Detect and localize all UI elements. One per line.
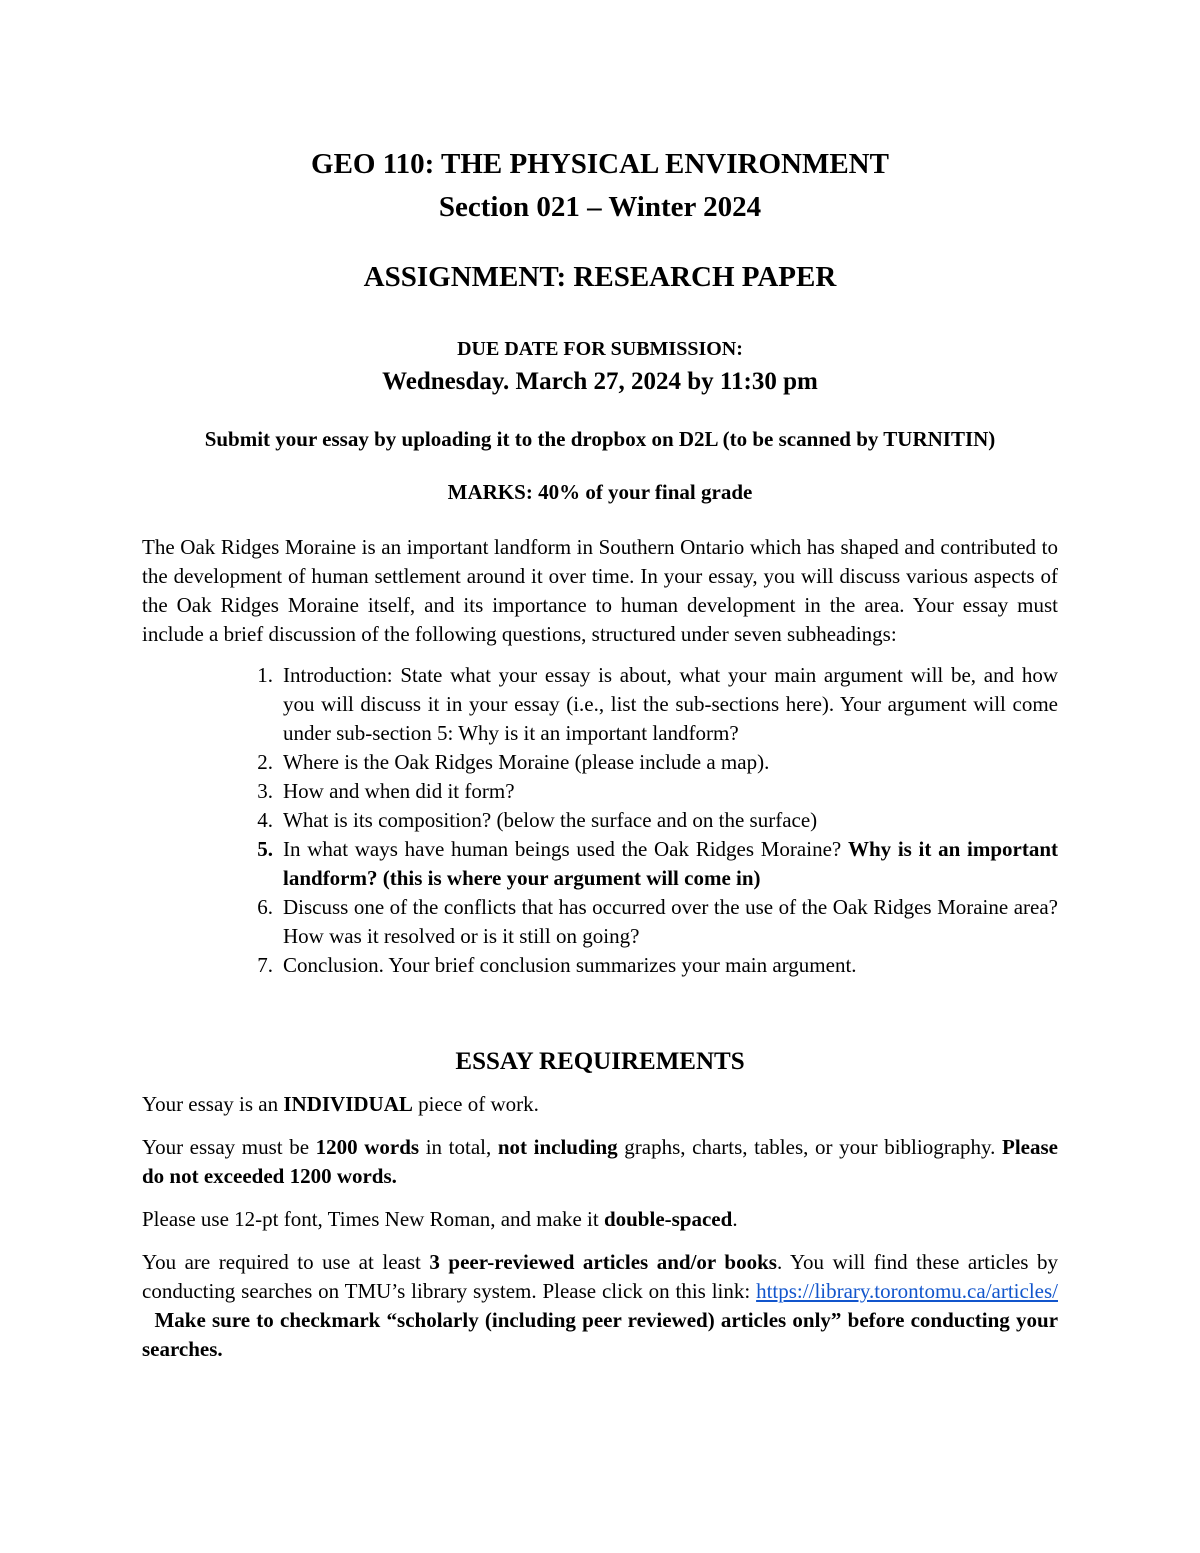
list-number: 4.	[257, 808, 273, 832]
list-item-text: Where is the Oak Ridges Moraine (please include a map).	[283, 750, 770, 774]
list-item	[257, 951, 1058, 980]
list-item-bold-text: Why is it an important landform? (this is where your argument will come in)	[283, 837, 1058, 890]
list-item-text: How and when did it form?	[283, 779, 515, 803]
text-run-bold: not including	[497, 1135, 618, 1159]
list-number: 7.	[257, 953, 273, 977]
list-item-text: Introduction: State what your essay is about, what your main argument will be, and how you will discuss it in your essay (i.e., list the sub-sections here). Your argument will come under sub-section 5: Why is it an important landform?	[283, 663, 1058, 745]
submit-instruction: Submit your essay by uploading it to the dropbox on D2L (to be scanned by TURNITIN)	[204, 427, 996, 451]
library-link[interactable]: https://library.torontomu.ca/articles/	[756, 1279, 1058, 1303]
list-number: 1.	[257, 663, 273, 687]
text-run: .	[732, 1207, 738, 1231]
requirement-word-count	[142, 1133, 1058, 1191]
questions-list	[142, 661, 1058, 980]
text-run: Your essay is an	[142, 1092, 284, 1116]
text-run: in total,	[419, 1135, 498, 1159]
text-run-bold: 3 peer-reviewed articles and/or books	[429, 1250, 777, 1274]
list-item	[257, 806, 1058, 835]
list-number: 6.	[257, 895, 273, 919]
essay-requirements-heading: ESSAY REQUIREMENTS	[455, 1048, 745, 1075]
list-item	[257, 835, 1058, 893]
list-number: 3.	[257, 779, 273, 803]
text-run-bold: double-spaced	[603, 1207, 733, 1231]
list-item	[257, 661, 1058, 748]
list-number: 5.	[257, 837, 273, 861]
text-run: . You will find these articles by conducting searches on TMU’s library system. Please click on this link:	[142, 1250, 1058, 1303]
due-date: Wednesday. March 27, 2024 by 11:30 pm	[382, 368, 818, 395]
intro-paragraph: The Oak Ridges Moraine is an important landform in Southern Ontario which has shaped and contributed to the development of human settlement around it over time. In your essay, you will discuss various aspects of the Oak Ridges Moraine itself, and its importance to human development in the area. Your essay must include a brief discussion of the following questions, structured under seven subheadings:	[142, 535, 1058, 646]
requirement-format	[142, 1205, 1058, 1234]
text-run: graphs, charts, tables, or your bibliography.	[617, 1135, 1003, 1159]
text-run: You are required to use at least	[142, 1250, 430, 1274]
list-item	[257, 777, 1058, 806]
text-run: Please use 12-pt font, Times New Roman, and make it	[142, 1207, 604, 1231]
list-item-text: In what ways have human beings used the Oak Ridges Moraine?	[283, 837, 848, 861]
list-item-text: What is its composition? (below the surface and on the surface)	[283, 808, 818, 832]
text-run-bold: Make sure to checkmark “scholarly (including peer reviewed) articles only” before conducting your searches.	[142, 1308, 1059, 1361]
course-line: GEO 110: THE PHYSICAL ENVIRONMENT	[311, 148, 889, 180]
section-line: Section 021 – Winter 2024	[438, 191, 762, 223]
list-item-text: Discuss one of the conflicts that has occurred over the use of the Oak Ridges Moraine area? How was it resolved or is it still on going?	[283, 895, 1058, 948]
assignment-title: ASSIGNMENT: RESEARCH PAPER	[363, 261, 837, 293]
text-run: Your essay must be	[142, 1135, 316, 1159]
text-run-bold: Please do not exceeded 1200 words.	[142, 1135, 1058, 1188]
marks-line: MARKS: 40% of your final grade	[447, 480, 753, 504]
text-run-bold: 1200 words	[315, 1135, 420, 1159]
text-run	[142, 1308, 154, 1332]
list-number: 2.	[257, 750, 273, 774]
requirement-individual	[142, 1090, 1058, 1119]
due-date-label: DUE DATE FOR SUBMISSION:	[457, 338, 743, 360]
text-run: piece of work.	[412, 1092, 539, 1116]
text-run-bold: INDIVIDUAL	[283, 1092, 413, 1116]
list-item	[257, 893, 1058, 951]
course-title	[142, 145, 1058, 226]
requirement-sources	[142, 1248, 1058, 1364]
list-item	[257, 748, 1058, 777]
list-item-text: Conclusion. Your brief conclusion summarizes your main argument.	[283, 953, 857, 977]
